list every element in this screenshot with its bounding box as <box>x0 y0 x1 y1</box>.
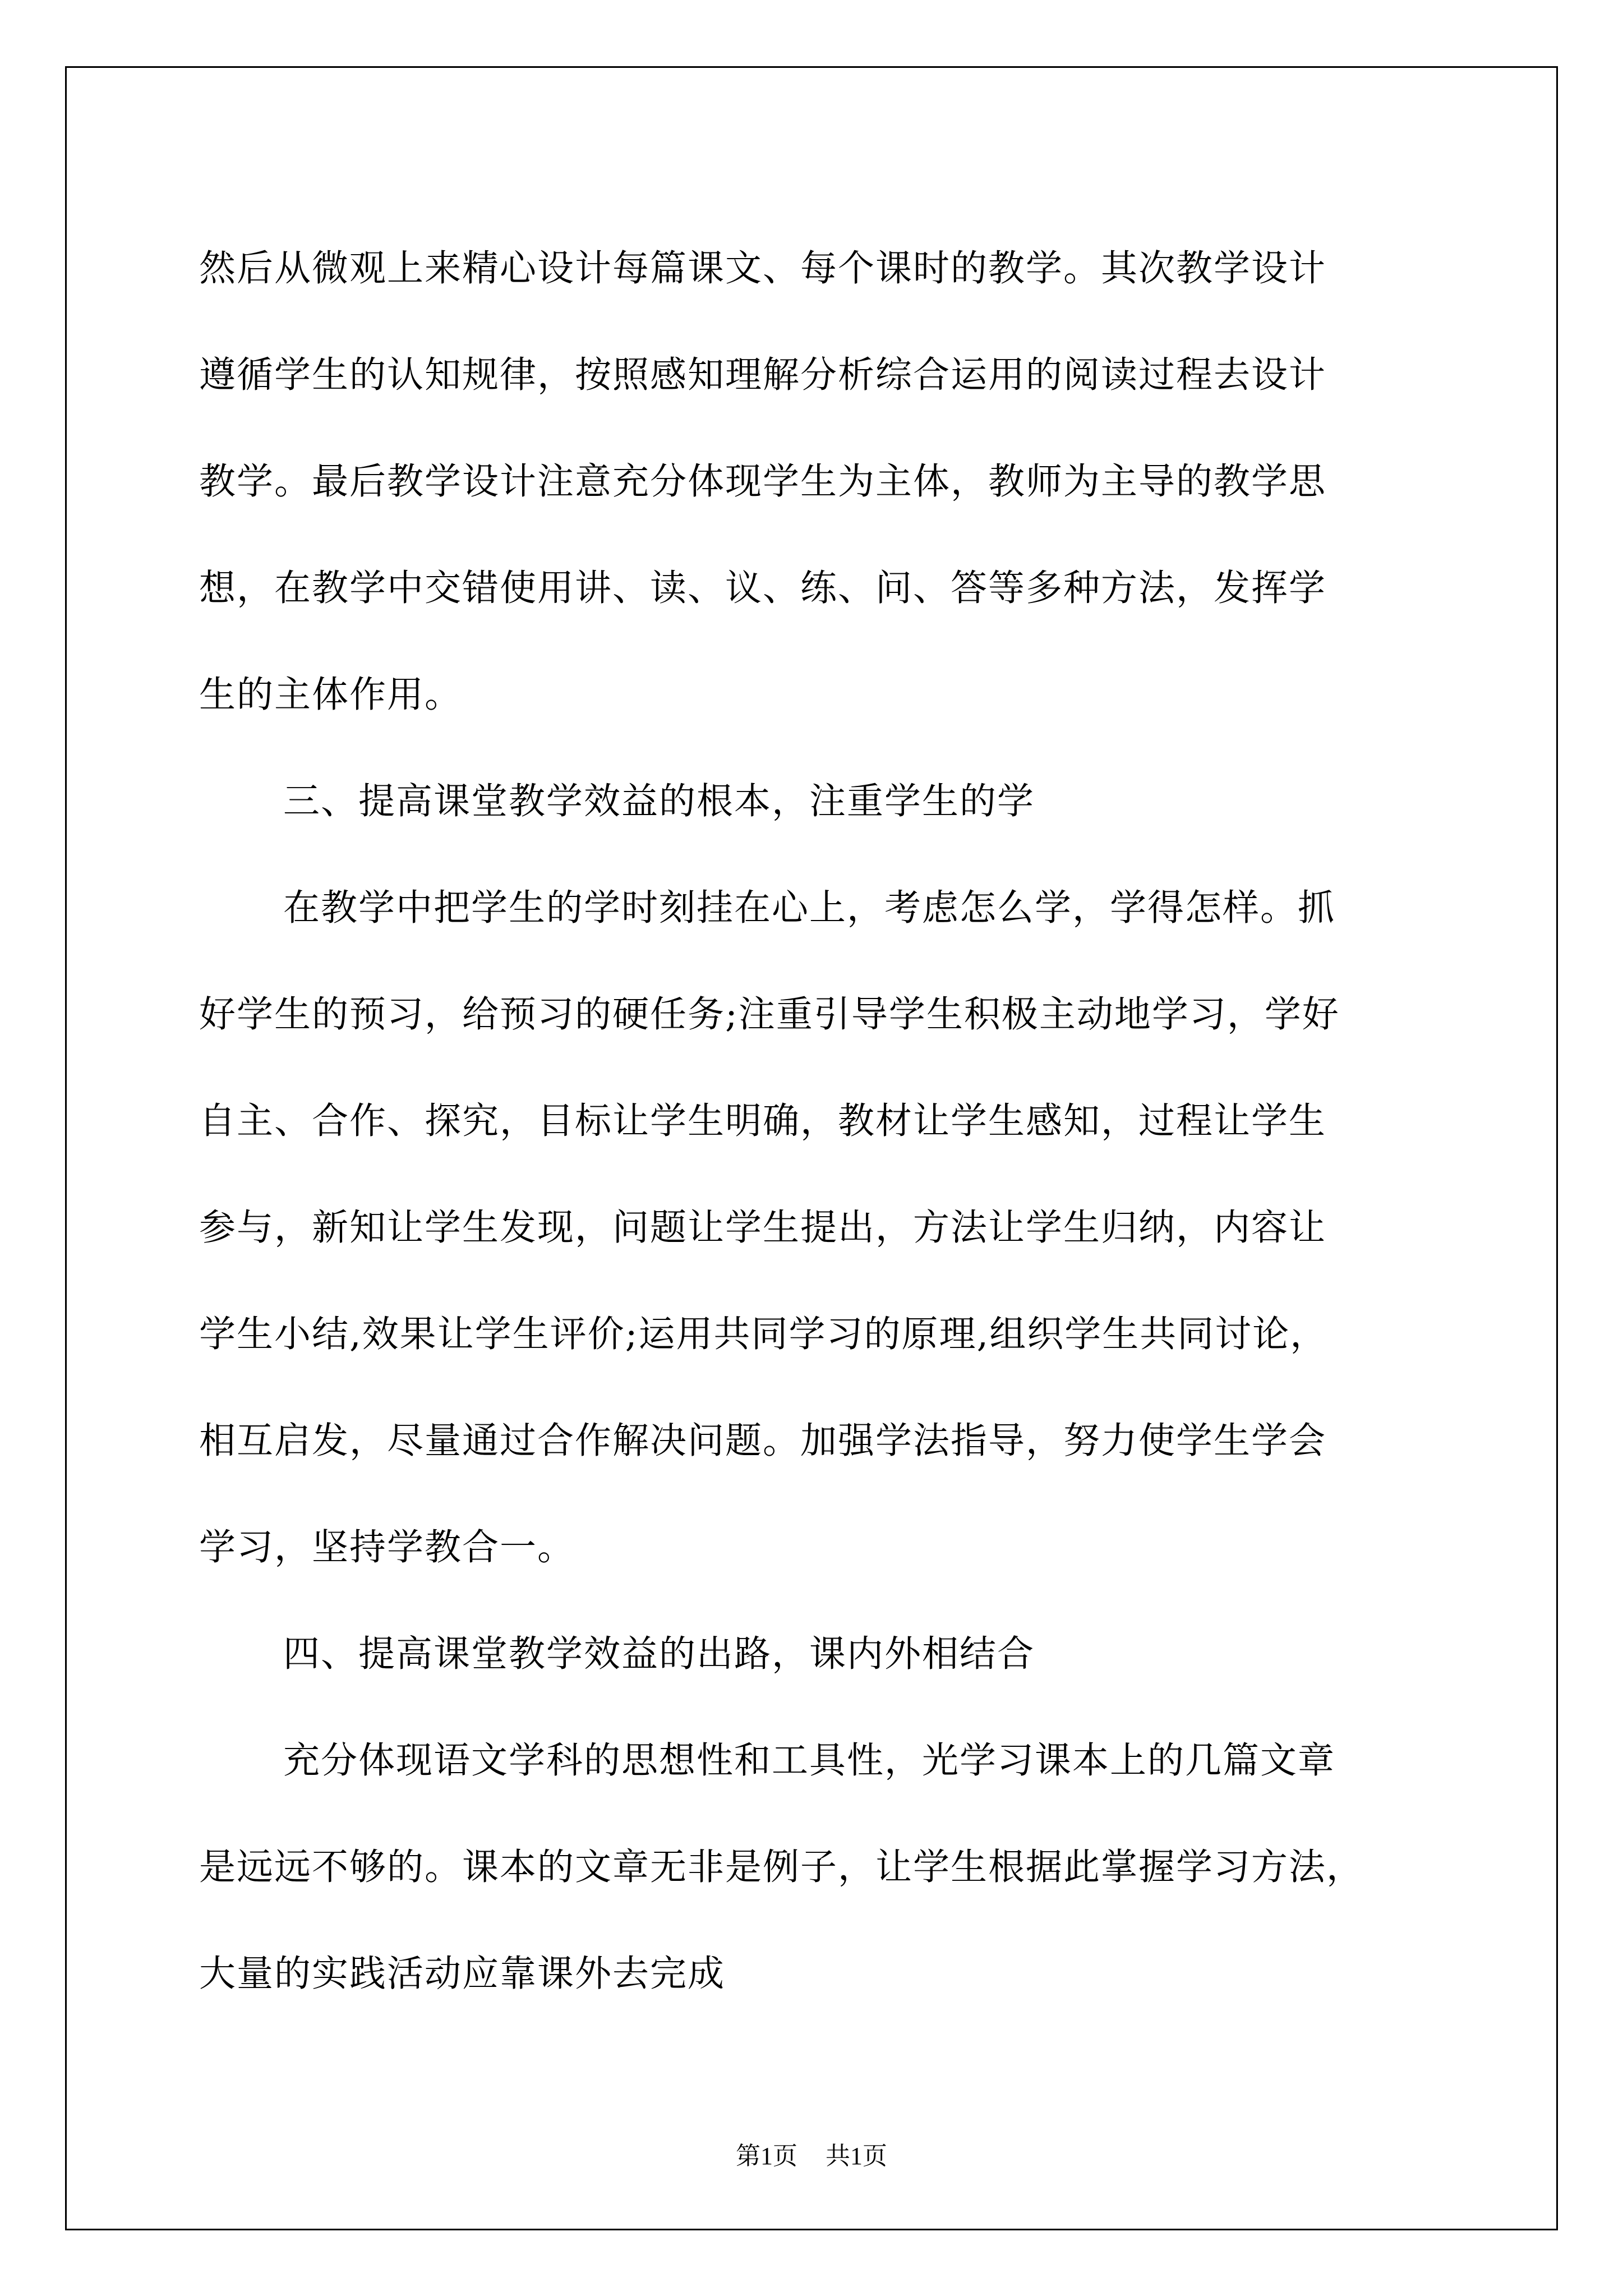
paragraph-line: 参与，新知让学生发现，问题让学生提出，方法让学生归纳，内容让 <box>199 1207 1327 1249</box>
paragraph-line: 是远远不够的。课本的文章无非是例子，让学生根据此掌握学习方法， <box>199 1846 1364 1888</box>
paragraph-line: 然后从微观上来精心设计每篇课文、每个课时的教学。其次教学设计 <box>199 247 1327 289</box>
page-total: 共1页 <box>826 2142 887 2170</box>
paragraph-line: 好学生的预习，给预习的硬任务;注重引导学生积极主动地学习，学好 <box>199 993 1340 1036</box>
paragraph-line: 遵循学生的认知规律，按照感知理解分析综合运用的阅读过程去设计 <box>199 354 1327 396</box>
paragraph-line: 在教学中把学生的学时刻挂在心上，考虑怎么学，学得怎样。抓 <box>283 887 1336 929</box>
paragraph-line: 教学。最后教学设计注意充分体现学生为主体，教师为主导的教学思 <box>199 461 1327 503</box>
page-footer <box>0 2139 1623 2173</box>
document-body <box>199 215 1422 2027</box>
paragraph-line: 自主、合作、探究，目标让学生明确，教材让学生感知，过程让学生 <box>199 1100 1327 1142</box>
page-number: 第1页 <box>736 2142 797 2170</box>
paragraph-line: 充分体现语文学科的思想性和工具性，光学习课本上的几篇文章 <box>283 1740 1336 1782</box>
paragraph-line: 学习，坚持学教合一。 <box>199 1526 575 1568</box>
paragraph-line: 想，在教学中交错使用讲、读、议、练、问、答等多种方法，发挥学 <box>199 567 1327 609</box>
paragraph-line: 相互启发，尽量通过合作解决问题。加强学法指导，努力使学生学会 <box>199 1420 1327 1462</box>
paragraph-line: 生的主体作用。 <box>199 674 463 716</box>
paragraph-line: 大量的实践活动应靠课外去完成 <box>199 1953 726 1995</box>
section-heading: 四、提高课堂教学效益的出路，课内外相结合 <box>283 1633 1035 1675</box>
section-heading: 三、提高课堂教学效益的根本，注重学生的学 <box>283 780 1035 822</box>
paragraph-line: 学生小结,效果让学生评价;运用共同学习的原理,组织学生共同讨论， <box>199 1313 1328 1355</box>
